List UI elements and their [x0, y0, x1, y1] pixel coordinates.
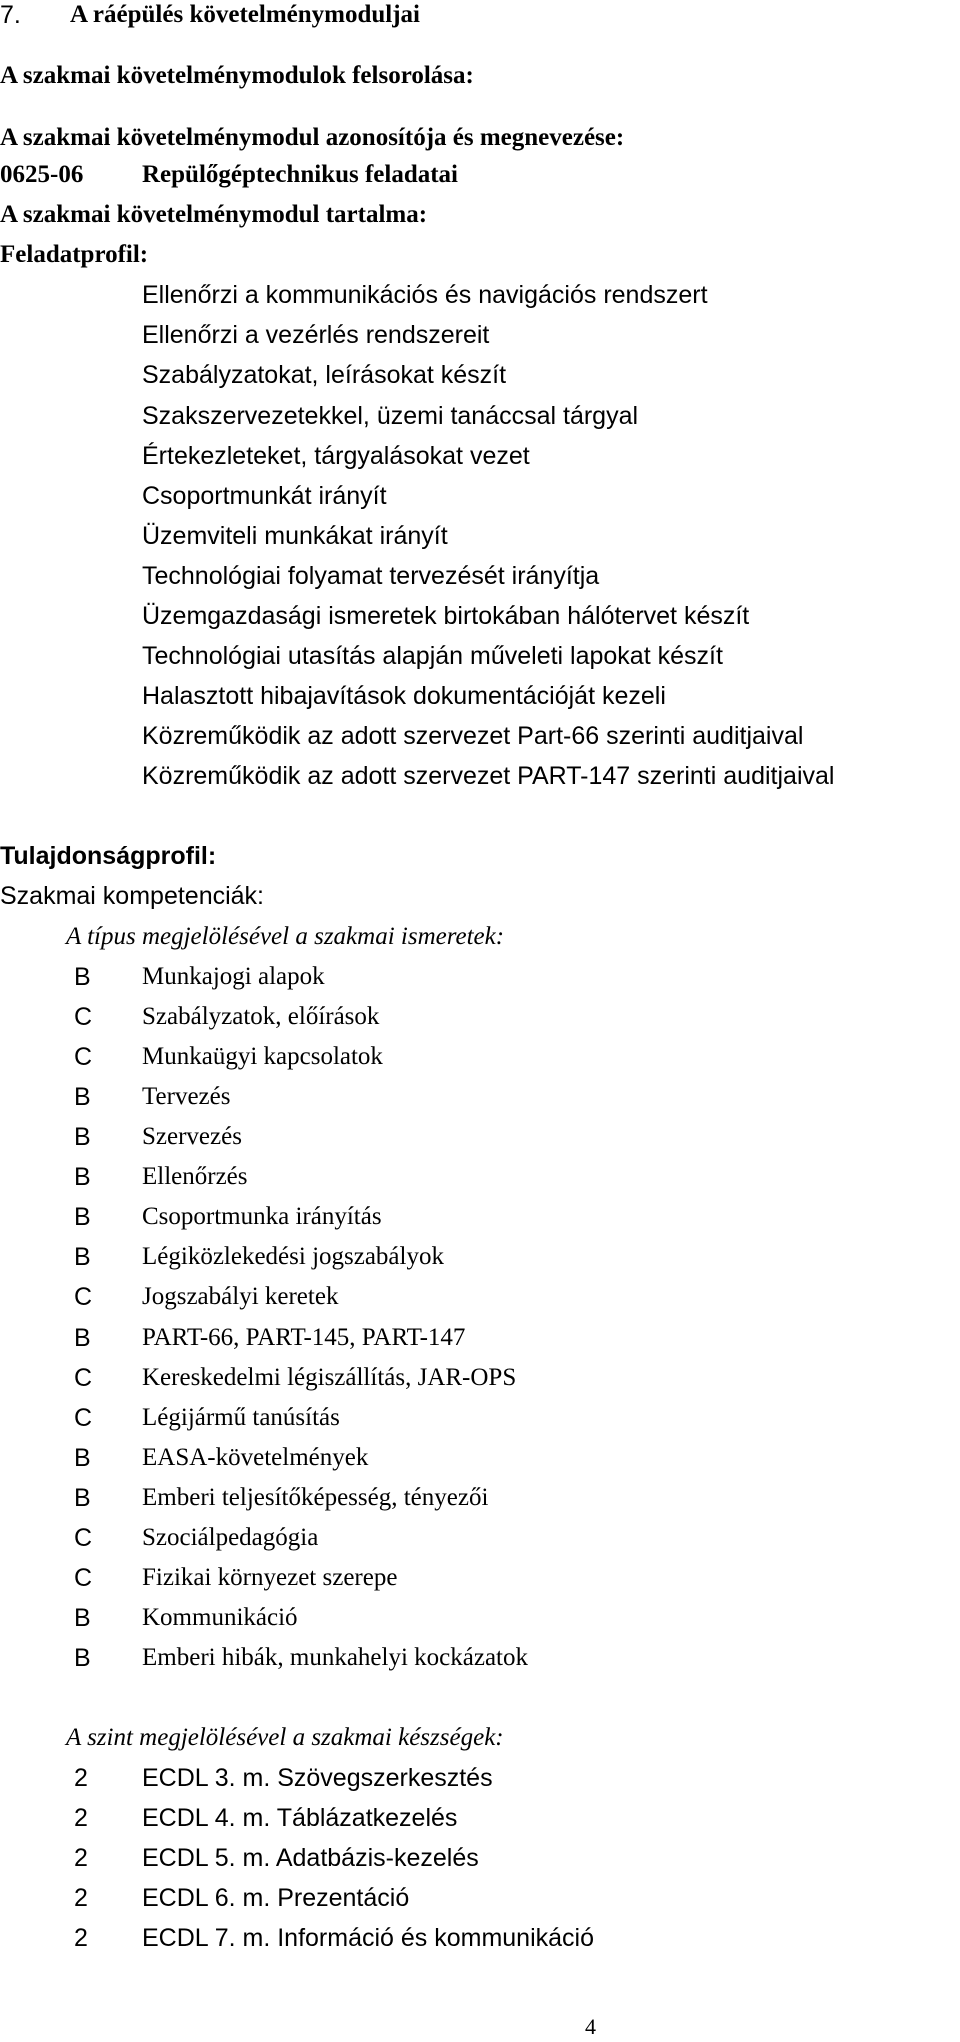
module-list-title: A szakmai követelménymodulok felsorolása: — [0, 62, 474, 89]
section-number: 7. — [0, 1, 21, 29]
skill-label: ECDL 4. m. Táblázatkezelés — [142, 1804, 458, 1832]
knowledge-grade: B — [74, 1123, 91, 1151]
task-item: Technológiai utasítás alapján műveleti lapokat készít — [142, 642, 723, 670]
task-item: Közreműködik az adott szervezet Part-66 szerinti auditjaival — [142, 722, 804, 750]
knowledge-label: Kereskedelmi légiszállítás, JAR-OPS — [142, 1364, 517, 1391]
task-item: Ellenőrzi a kommunikációs és navigációs rendszert — [142, 281, 708, 309]
knowledge-label: Munkaügyi kapcsolatok — [142, 1043, 383, 1070]
knowledge-grade: B — [74, 1324, 91, 1352]
knowledge-label: Légiközlekedési jogszabályok — [142, 1243, 444, 1270]
knowledge-grade: B — [74, 1444, 91, 1472]
skills-title: A szint megjelölésével a szakmai készségek: — [66, 1724, 504, 1751]
knowledge-grade: B — [74, 1484, 91, 1512]
knowledge-label: Emberi teljesítőképesség, tényezői — [142, 1484, 489, 1511]
knowledge-grade: C — [74, 1364, 93, 1392]
knowledge-grade: C — [74, 1043, 93, 1071]
knowledge-label: PART-66, PART-145, PART-147 — [142, 1324, 466, 1351]
property-profile-title: Tulajdonságprofil: — [0, 842, 217, 870]
task-item: Technológiai folyamat tervezését irányítja — [142, 562, 600, 590]
knowledge-label: Csoportmunka irányítás — [142, 1203, 382, 1230]
knowledge-label: Jogszabályi keretek — [142, 1283, 339, 1310]
knowledge-grade: B — [74, 1083, 91, 1111]
skill-label: ECDL 7. m. Információ és kommunikáció — [142, 1924, 595, 1952]
knowledge-grade: C — [74, 1283, 93, 1311]
task-item: Ellenőrzi a vezérlés rendszereit — [142, 321, 490, 349]
knowledge-label: Légijármű tanúsítás — [142, 1404, 340, 1431]
knowledge-grade: B — [74, 1163, 91, 1191]
task-item: Értekezleteket, tárgyalásokat vezet — [142, 442, 530, 470]
knowledge-grade: B — [74, 1243, 91, 1271]
knowledge-grade: C — [74, 1404, 93, 1432]
knowledge-label: Szervezés — [142, 1123, 242, 1150]
task-item: Halasztott hibajavítások dokumentációját kezeli — [142, 682, 666, 710]
module-content-title: A szakmai követelménymodul tartalma: — [0, 201, 428, 228]
task-item: Csoportmunkát irányít — [142, 482, 387, 510]
knowledge-grade: C — [74, 1524, 93, 1552]
competencies-title: Szakmai kompetenciák: — [0, 882, 265, 910]
knowledge-grade: C — [74, 1003, 93, 1031]
task-item: Szabályzatokat, leírásokat készít — [142, 361, 507, 389]
module-code: 0625-06 — [0, 161, 84, 188]
skill-level: 2 — [74, 1804, 88, 1832]
module-name: Repülőgéptechnikus feladatai — [142, 161, 459, 188]
skill-level: 2 — [74, 1924, 88, 1952]
knowledge-label: Kommunikáció — [142, 1604, 298, 1631]
knowledge-grade: B — [74, 1203, 91, 1231]
knowledge-grade: B — [74, 963, 91, 991]
skill-level: 2 — [74, 1844, 88, 1872]
task-item: Szakszervezetekkel, üzemi tanáccsal tárgyal — [142, 402, 639, 430]
knowledge-grade: C — [74, 1564, 93, 1592]
knowledge-label: Szociálpedagógia — [142, 1524, 319, 1551]
knowledge-label: Munkajogi alapok — [142, 963, 325, 990]
knowledge-label: EASA-követelmények — [142, 1444, 369, 1471]
knowledge-label: Emberi hibák, munkahelyi kockázatok — [142, 1644, 528, 1671]
knowledge-label: Ellenőrzés — [142, 1163, 248, 1190]
task-item: Üzemgazdasági ismeretek birtokában hálótervet készít — [142, 602, 750, 630]
module-id-title: A szakmai követelménymodul azonosítója és megnevezése: — [0, 124, 625, 151]
knowledge-grade: B — [74, 1644, 91, 1672]
knowledge-grade: B — [74, 1604, 91, 1632]
skill-level: 2 — [74, 1764, 88, 1792]
task-item: Üzemviteli munkákat irányít — [142, 522, 448, 550]
skill-label: ECDL 3. m. Szövegszerkesztés — [142, 1764, 493, 1792]
skill-label: ECDL 6. m. Prezentáció — [142, 1884, 410, 1912]
task-profile-title: Feladatprofil: — [0, 241, 149, 268]
task-item: Közreműködik az adott szervezet PART-147 szerinti auditjaival — [142, 762, 835, 790]
page-number: 4 — [585, 2014, 596, 2039]
skill-label: ECDL 5. m. Adatbázis-kezelés — [142, 1844, 479, 1872]
knowledge-label: Fizikai környezet szerepe — [142, 1564, 398, 1591]
section-title: A ráépülés követelménymoduljai — [70, 1, 420, 28]
knowledge-title: A típus megjelölésével a szakmai ismeretek: — [66, 923, 505, 950]
skill-level: 2 — [74, 1884, 88, 1912]
knowledge-label: Szabályzatok, előírások — [142, 1003, 380, 1030]
knowledge-label: Tervezés — [142, 1083, 231, 1110]
